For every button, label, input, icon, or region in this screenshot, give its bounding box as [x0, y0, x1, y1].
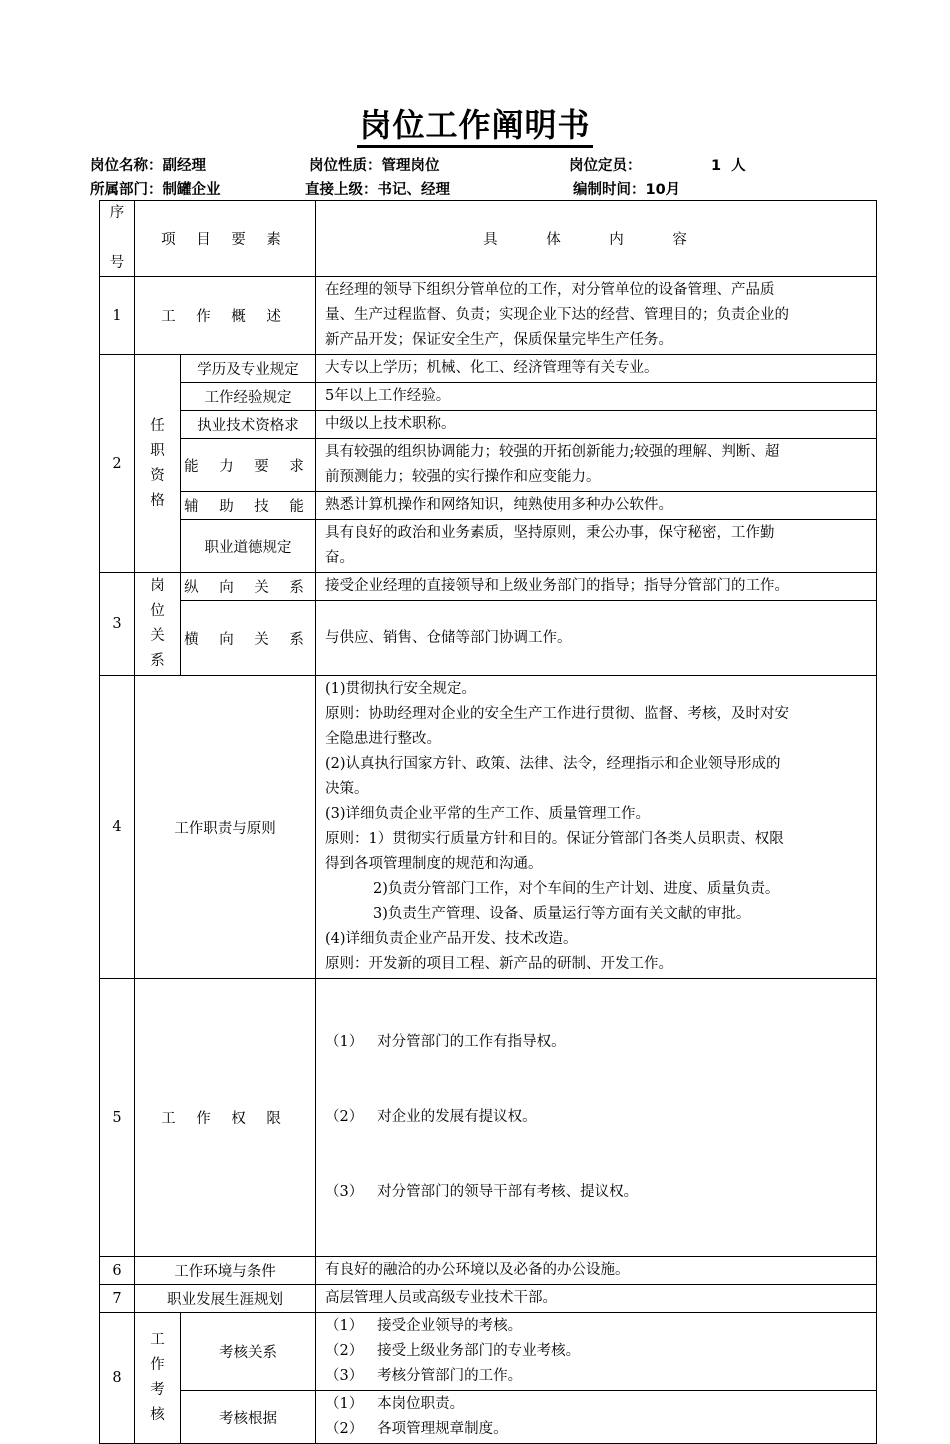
sub-item-label: 横 向 关 系	[181, 601, 316, 676]
row-index: 2	[100, 355, 135, 573]
table-row	[100, 601, 877, 676]
row-item-label: 工作环境与条件	[135, 1257, 316, 1285]
table-row	[100, 1257, 877, 1285]
row-item-label: 工作职责与原则	[135, 676, 316, 979]
sub-item-content: 5年以上工作经验。	[316, 383, 877, 411]
table-row	[100, 1391, 877, 1444]
sub-item-content: 与供应、销售、仓储等部门协调工作。	[316, 601, 877, 676]
table-row	[100, 1285, 877, 1313]
row-index: 3	[100, 573, 135, 676]
position-nature: 岗位性质：管理岗位	[309, 158, 440, 174]
header-index-top: 序	[109, 205, 125, 221]
sub-item-label: 纵 向 关 系	[181, 573, 316, 601]
table-row	[100, 355, 877, 383]
sub-item-content: 具有较强的组织协调能力；较强的开拓创新能力;较强的理解、判断、超 前预测能力；较强的实行操作和应变能力。	[316, 439, 877, 492]
row-index: 1	[100, 277, 135, 355]
sub-item-label: 职业道德规定	[181, 520, 316, 573]
table-row	[100, 979, 877, 1257]
header-index-cell	[100, 201, 135, 277]
position-name: 岗位名称：副经理	[90, 158, 206, 174]
sub-item-content: 熟悉计算机操作和网络知识，纯熟使用多种办公软件。	[316, 492, 877, 520]
table-row	[100, 411, 877, 439]
sub-item-content: （1） 本岗位职责。 （2） 各项管理规章制度。	[316, 1391, 877, 1444]
row-index: 8	[100, 1313, 135, 1444]
table-header-row	[100, 201, 877, 277]
document-title: 岗位工作阐明书	[0, 100, 950, 146]
row-content: （1） 对分管部门的工作有指导权。 （2） 对企业的发展有提议权。 （3） 对分管部门的领导干部有考核、提议权。	[316, 979, 877, 1257]
row-item-label: 职业发展生涯规划	[135, 1285, 316, 1313]
row-group-label: 工 作 考 核	[135, 1313, 181, 1444]
row-content: (1)贯彻执行安全规定。 原则：协助经理对企业的安全生产工作进行贯彻、监督、考核，及时对安 全隐患进行整改。 (2)认真执行国家方针、政策、法律、法令，经理指示和企业领导形成的 决策。 (3)详细负责企业平常的生产工作、质量管理工作。 原则：1）贯彻实行质量方针和目的。保证分管部门各类人员职责、权限 得到各项管理制度的规范和沟通。 2)负责分管部门工作，对个车间的生产计划、进度、质量负责。 3)负责生产管理、设备、质量运行等方面有关文献的审批。 (4)详细负责企业产品开发、技术改造。 原则：开发新的项目工程、新产品的研制、开发工作。	[316, 676, 877, 979]
sub-item-label: 考核关系	[181, 1313, 316, 1391]
table-row	[100, 573, 877, 601]
header-item: 项 目 要 素	[135, 201, 316, 277]
direct-supervisor: 直接上级：书记、经理	[305, 182, 450, 198]
table-row	[100, 676, 877, 979]
headcount-label: 岗位定员：	[569, 158, 642, 174]
row-item-label: 工 作 权 限	[135, 979, 316, 1257]
row-content: 有良好的融洽的办公环境以及必备的办公设施。	[316, 1257, 877, 1285]
table-row	[100, 520, 877, 573]
sub-item-label: 执业技术资格求	[181, 411, 316, 439]
row-index: 7	[100, 1285, 135, 1313]
table-row	[100, 439, 877, 492]
compile-time: 编制时间：10月	[573, 182, 681, 198]
header-content: 具 体 内 容	[316, 201, 877, 277]
table-row	[100, 383, 877, 411]
department: 所属部门：制罐企业	[90, 182, 221, 198]
job-description-table	[99, 200, 877, 1444]
row-index: 5	[100, 979, 135, 1257]
sub-item-label: 学历及专业规定	[181, 355, 316, 383]
sub-item-content: 中级以上技术职称。	[316, 411, 877, 439]
row-content: 在经理的领导下组织分管单位的工作，对分管单位的设备管理、产品质 量、生产过程监督、负责；实现企业下达的经营、管理目的；负责企业的 新产品开发；保证安全生产，保质保量完毕生产任务。	[316, 277, 877, 355]
sub-item-content: 接受企业经理的直接领导和上级业务部门的指导；指导分管部门的工作。	[316, 573, 877, 601]
row-content: 高层管理人员或高级专业技术干部。	[316, 1285, 877, 1313]
sub-item-label: 工作经验规定	[181, 383, 316, 411]
header-index-bottom: 号	[109, 255, 125, 271]
table-row	[100, 277, 877, 355]
sub-item-label: 能 力 要 求	[181, 439, 316, 492]
row-group-label: 任 职 资 格	[135, 355, 181, 573]
row-item-label: 工 作 概 述	[135, 277, 316, 355]
row-index: 6	[100, 1257, 135, 1285]
row-group-label: 岗 位 关 系	[135, 573, 181, 676]
sub-item-content: 大专以上学历；机械、化工、经济管理等有关专业。	[316, 355, 877, 383]
headcount-value: 1 人	[711, 158, 746, 174]
sub-item-label: 辅 助 技 能	[181, 492, 316, 520]
row-index: 4	[100, 676, 135, 979]
table-row	[100, 492, 877, 520]
sub-item-content: （1） 接受企业领导的考核。 （2） 接受上级业务部门的专业考核。 （3） 考核分管部门的工作。	[316, 1313, 877, 1391]
sub-item-content: 具有良好的政治和业务素质，坚持原则，秉公办事，保守秘密，工作勤 奋。	[316, 520, 877, 573]
table-row	[100, 1313, 877, 1391]
sub-item-label: 考核根据	[181, 1391, 316, 1444]
